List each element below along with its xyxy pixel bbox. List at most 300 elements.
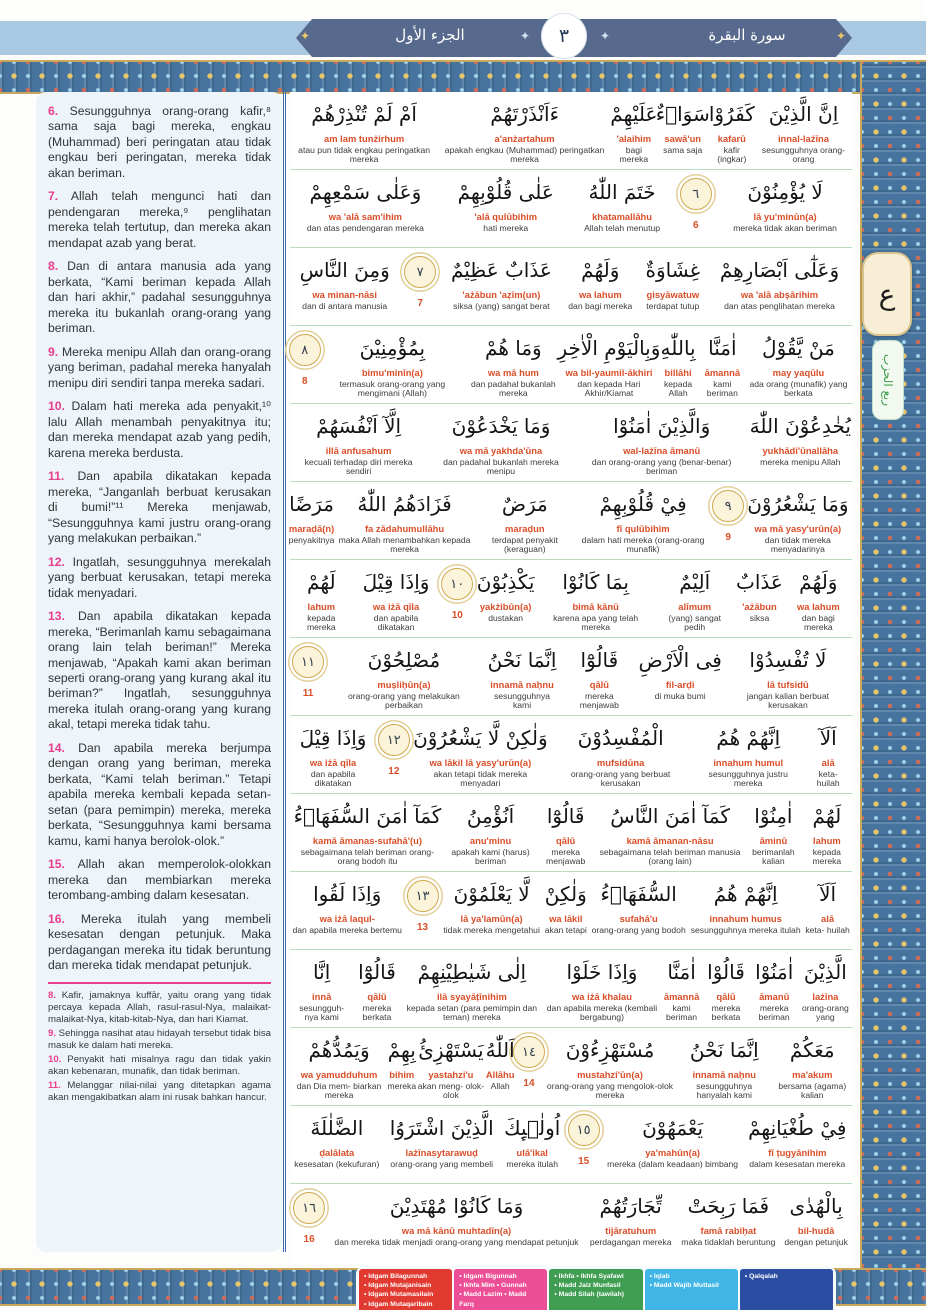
surah-label: سورة البقرة	[708, 26, 786, 44]
word-meaning: ada orang (munafik) yang berkata	[749, 378, 848, 399]
verse-number: 16.	[48, 911, 65, 926]
verse-marker-rosette-icon: ٩	[712, 490, 744, 522]
word-meaning: maka tidaklah beruntung	[681, 1236, 776, 1247]
transliteration: 'alaihim	[616, 133, 652, 144]
word-meaning: Allah telah menutup	[584, 222, 661, 233]
verse-end-marker	[399, 248, 440, 325]
word-cell	[734, 560, 784, 637]
transliteration: maraḍun	[505, 523, 545, 534]
arabic-word: بِهِمْ	[387, 1038, 416, 1062]
word-cell	[595, 794, 745, 871]
word-meaning: kepada setan (para pemimpin dan teman) mereka	[406, 1002, 538, 1023]
arabic-word: اِنَّهُمْ هُمُ	[716, 726, 781, 750]
word-cell	[290, 950, 353, 1027]
word-cell	[482, 638, 562, 715]
verse-number: 12.	[48, 554, 65, 569]
tajwid-legend-line: • Idgam Bilagunnah	[364, 1273, 428, 1280]
word-meaning: Allah	[490, 1080, 510, 1091]
transliteration: ilā syayāṭīnihim	[436, 991, 507, 1002]
arabic-word: الْمُفْسِدُوْنَ	[577, 726, 664, 750]
word-meaning: termasuk orang-orang yang mengimani (Allah)	[339, 378, 446, 399]
word-cell	[290, 716, 376, 793]
verse-marker-number: 11	[302, 688, 314, 699]
transliteration: khatamallāhu	[592, 211, 653, 222]
transliteration: āminū	[759, 835, 788, 846]
word-meaning: mereka berkata	[711, 1002, 741, 1023]
verse-marker-rosette-icon: ١١	[292, 646, 324, 678]
word-cell	[415, 1028, 486, 1105]
word-cell	[571, 170, 674, 247]
tajwid-legend-line: • Idgam Mutaqaribain	[364, 1300, 433, 1308]
transliteration: wa minan-nāsi	[312, 289, 377, 300]
transliteration: 'ażābun	[742, 601, 777, 612]
word-cell	[744, 482, 852, 559]
transliteration: a'anżartahum	[494, 133, 555, 144]
word-meaning: dan orang-orang yang (benar-benar) beriman	[591, 456, 732, 477]
word-cell	[486, 1028, 514, 1105]
transliteration: bihim	[389, 1069, 415, 1080]
word-grid-row	[290, 638, 852, 716]
verse-marker-number: 8	[302, 376, 308, 387]
verse-end-marker	[673, 170, 718, 247]
transliteration: famā rabiḥat	[700, 1225, 757, 1236]
word-meaning: mereka menjawab	[579, 690, 619, 711]
word-cell	[384, 1106, 500, 1183]
arabic-word: قَالُوْا	[707, 960, 745, 984]
transliteration: lā ya'lamūn(a)	[460, 913, 523, 924]
word-cell	[549, 716, 692, 793]
word-cell	[333, 482, 476, 559]
arabic-word: مَنْ يَّقُوْلُ	[762, 336, 835, 360]
word-cell	[290, 92, 438, 169]
transliteration: ma'akum	[792, 1069, 833, 1080]
word-cell	[700, 326, 745, 403]
arabic-word: يَعْمَهُوْنَ	[642, 1116, 704, 1140]
arabic-word: عَلٰى قُلُوْبِهِمْ	[457, 180, 554, 204]
arabic-word: وَلَهُمْ	[581, 258, 620, 282]
transliteration: wa lākil	[549, 913, 583, 924]
arabic-word: اِنَّ الَّذِيْنَ	[768, 102, 839, 126]
word-grid	[290, 92, 852, 1264]
verse-number: 11.	[48, 469, 65, 484]
arabic-word: فِيْ قُلُوْبِهِمْ	[599, 492, 687, 516]
transliteration: āmannā	[663, 991, 700, 1002]
transliteration: anu'minu	[469, 835, 512, 846]
word-meaning: mereka beriman	[758, 1002, 790, 1023]
tajwid-legend-line: • Madd Silah (tawilah)	[554, 1291, 625, 1299]
arabic-word: اَلَآ	[819, 882, 837, 906]
transliteration: innahum humus	[709, 913, 782, 924]
word-cell	[543, 950, 661, 1027]
word-meaning: mereka menipu Allah	[760, 456, 841, 467]
transliteration: lā tufsidū	[767, 679, 809, 690]
arabic-word: مُصْلِحُوْنَ	[367, 648, 441, 672]
word-meaning: sesungguhnya hanyalah kami	[696, 1080, 753, 1101]
arabic-word: اَللّٰهُ	[485, 1038, 515, 1062]
word-meaning: orang-orang yang berbuat kerusakan	[570, 768, 671, 789]
verse-marker-rosette-icon: ١٥	[568, 1114, 600, 1146]
word-meaning: tidak mereka mengetahui	[443, 924, 540, 935]
transliteration: fī qulūbihim	[616, 523, 670, 534]
transliteration: innal-lażīna	[777, 133, 829, 144]
arabic-word: فَمَا رَبِحَتْ	[687, 1194, 770, 1218]
word-cell	[692, 716, 804, 793]
word-cell	[603, 1106, 743, 1183]
word-meaning: sesungguhnya mereka itulah	[690, 924, 801, 935]
word-cell	[290, 482, 333, 559]
word-cell	[718, 170, 852, 247]
word-cell	[427, 404, 575, 481]
word-meaning: sebagaimana telah beriman manusia (orang lain)	[599, 846, 741, 867]
word-grid-row	[290, 872, 852, 950]
arabic-word: وَمَا هُمْ	[485, 336, 542, 360]
word-meaning: dan mereka tidak menjadi orang-orang yang mendapat petunjuk	[334, 1236, 579, 1247]
transliteration: Allāhu	[485, 1069, 515, 1080]
word-cell	[677, 1184, 781, 1262]
verse-marker-rosette-icon: ٨	[289, 334, 321, 366]
transliteration: sufahā'u	[619, 913, 658, 924]
verse-marker-number: 14	[523, 1078, 535, 1089]
arabic-word: لَّا يَعْلَمُوْنَ	[453, 882, 530, 906]
transliteration: kamā āmanan-nāsu	[626, 835, 714, 846]
transliteration: yukhādi'ūnallāha	[762, 445, 839, 456]
word-cell	[328, 1184, 585, 1262]
arabic-word: مَرَضٌ	[501, 492, 548, 516]
transliteration: yakżibūn(a)	[479, 601, 532, 612]
verse-marker-number: 13	[417, 922, 429, 933]
transliteration: bimā kānū	[572, 601, 619, 612]
transliteration: qālū	[589, 679, 609, 690]
arabic-word: الضَّلٰلَةَ	[310, 1116, 364, 1140]
word-meaning: orang-orang yang melakukan perbaikan	[348, 690, 460, 711]
word-meaning: orang-orang yang mengolok-olok mereka	[546, 1080, 674, 1101]
transliteration: may yaqūlu	[772, 367, 825, 378]
transliteration: tijāratuhum	[605, 1225, 657, 1236]
word-meaning: penyakitnya	[288, 534, 335, 545]
word-cell	[743, 1106, 852, 1183]
verse-paragraph: 14. Dan apabila mereka berjumpa dengan orang yang beriman, mereka berkata, “Kami telah beriman.” Tetapi apabila mereka kembali kepada setan-setan (para pemimpin) mereka, mereka berkata, “Sesungguhnya kami bersama kamu, kami hanya berolok-olok.”	[48, 740, 271, 848]
arabic-word: اُولٰۤىِٕكَ	[504, 1116, 561, 1140]
transliteration: sawā'un	[664, 133, 702, 144]
arabic-word: غِشَاوَةٌ	[645, 258, 701, 282]
transliteration: āmanū	[759, 991, 790, 1002]
word-meaning: dalam hati mereka (orang-orang munafik)	[581, 534, 705, 555]
word-meaning: mereka menjawab	[546, 846, 586, 867]
arabic-word: ءَاَنْذَرْتَهُمْ	[490, 102, 559, 126]
word-meaning: dan apabila dikatakan	[310, 768, 356, 789]
arabic-word: وَالَّذِيْنَ اٰمَنُوْا	[613, 414, 711, 438]
footnote-item: 9. Sehingga nasihat atau hidayah tersebut tidak bisa masuk ke dalam hati mereka.	[48, 1027, 271, 1051]
arabic-word: السُّفَهَاۤءُ	[600, 882, 677, 906]
arabic-word: الَّذِيْنَ	[803, 960, 847, 984]
transliteration: innamā naḥnu	[692, 1069, 757, 1080]
transliteration: mufsidūna	[596, 757, 645, 768]
word-meaning: orang-orang yang bodoh	[591, 924, 686, 935]
word-meaning: dan bagi mereka	[801, 612, 835, 633]
tajwid-legend-line: • Idgam Bigunnah	[459, 1273, 517, 1280]
arabic-word: وَبِالْيَوْمِ الْاٰخِرِ	[557, 336, 661, 360]
verse-number: 13.	[48, 609, 65, 624]
word-cell	[441, 872, 543, 949]
word-cell	[412, 716, 550, 793]
word-cell	[574, 482, 713, 559]
word-cell	[656, 326, 699, 403]
verse-number: 8.	[48, 259, 59, 274]
verse-paragraph: 11. Dan apabila dikatakan kepada mereka, “Janganlah berbuat kerusakan di bumi!”¹¹ Mereka menjawab, “Sesungguhnya kami justru orang-orang yang melakukan perbaikan.”	[48, 469, 271, 546]
arabic-word: وَلَهُمْ	[799, 570, 838, 594]
word-meaning: dan kepada Hari Akhir/Kiamat	[577, 378, 641, 399]
transliteration: alā	[821, 913, 835, 924]
word-cell	[475, 560, 536, 637]
arabic-word: وَلٰكِنْ	[544, 882, 587, 906]
word-meaning: atau pun tidak engkau peringatkan mereka	[298, 144, 431, 165]
transliteration: lażīnasytarawuḍ	[405, 1147, 478, 1158]
arabic-word: يَسْتَهْزِئُ	[418, 1038, 484, 1062]
word-meaning: dan apabila mereka (kembali bergabung)	[546, 1002, 658, 1023]
word-meaning: terdapat tutup	[646, 300, 700, 311]
verse-marker-rosette-icon: ٧	[404, 256, 436, 288]
transliteration: 'ażābun 'aẓīm(un)	[462, 289, 541, 300]
arabic-word: اِنَّهُمْ هُمُ	[713, 882, 778, 906]
transliteration: wa mā hum	[487, 367, 539, 378]
word-meaning: dalam kesesatan mereka	[749, 1158, 846, 1169]
word-meaning: kami beriman	[666, 1002, 698, 1023]
word-meaning: dan tidak mereka menyadarinya	[764, 534, 831, 555]
arabic-word: مُسْتَهْزِءُوْنَ	[565, 1038, 655, 1062]
word-meaning: kafir (ingkar)	[717, 144, 747, 165]
word-meaning: siksa	[749, 612, 770, 623]
arabic-word: اٰمَنَّا	[667, 960, 696, 984]
word-cell	[290, 794, 445, 871]
word-cell	[639, 248, 707, 325]
arabic-word: فِيْ طُغْيَانِهِمْ	[748, 1116, 847, 1140]
word-meaning: dan bagi mereka	[568, 300, 633, 311]
verse-end-marker	[290, 638, 326, 715]
footnote-item: 11. Melanggar nilai-nilai yang ditetapkan agama akan mengakibatkan alam ini rusak bahkan hancur.	[48, 1079, 271, 1103]
word-meaning: sesungguhnya justru mereka	[708, 768, 788, 789]
transliteration: fa zādahumullāhu	[364, 523, 445, 534]
arabic-word: كَمَآ اٰمَنَ النَّاسُ	[610, 804, 730, 828]
word-cell	[353, 950, 400, 1027]
verse-end-marker	[439, 560, 475, 637]
page-number: ٣	[541, 13, 587, 59]
word-cell	[799, 950, 852, 1027]
word-grid-row	[290, 560, 852, 638]
transliteration: lahum	[813, 835, 841, 846]
word-meaning: mereka berkata	[362, 1002, 392, 1023]
column-divider	[283, 92, 286, 1252]
word-cell	[290, 872, 404, 949]
transliteration: fī ṭugyānihim	[768, 1147, 827, 1158]
word-meaning: dan padahal bukanlah mereka menipu	[443, 456, 559, 477]
transliteration: kamā āmanas-sufahā'(u)	[312, 835, 422, 846]
arabic-word: بِالْهُدٰى	[789, 1194, 843, 1218]
word-cell	[575, 404, 749, 481]
arabic-word: لَا تُفْسِدُوْا	[749, 648, 827, 672]
transliteration: gisyāwatuw	[646, 289, 700, 300]
word-meaning: mereka	[387, 1080, 417, 1091]
transliteration: kafarū	[717, 133, 746, 144]
verse-paragraph: 10. Dalam hati mereka ada penyakit,¹⁰ lalu Allah menambah penyakitnya itu; dan mereka mendapat azab yang pedih, karena mereka berdusta.	[48, 399, 271, 460]
transliteration: billāhi	[664, 367, 692, 378]
word-meaning: terdapat penyakit (keraguan)	[491, 534, 558, 555]
transliteration: innā	[312, 991, 332, 1002]
tajwid-legend-item	[359, 1269, 452, 1310]
word-meaning: mereka tidak akan beriman	[733, 222, 837, 233]
arabic-word: وَمَا يَشْعُرُوْنَ	[747, 492, 849, 516]
transliteration: mustahzi'ūn(a)	[577, 1069, 643, 1080]
arabic-word: بِاللّٰهِ	[660, 336, 696, 360]
word-cell	[755, 92, 852, 169]
word-meaning: apakah engkau (Muhammad) peringatkan mereka	[444, 144, 605, 165]
footnote-item: 8. Kafir, jamaknya kuffār, yaitu orang yang tidak percaya kepada Allah, rasul-rasul-Nya, malaikat-malaikat-Nya, kitab-kitab-Nya, dan hari Kiamat.	[48, 989, 271, 1025]
verse-end-marker	[712, 482, 743, 559]
transliteration: innahum humul	[713, 757, 784, 768]
verse-end-marker	[290, 326, 320, 403]
ornament-star-icon: ✦	[520, 29, 531, 43]
arabic-word: اٰمَنَّا	[708, 336, 737, 360]
transliteration: maraḍā(n)	[288, 523, 335, 534]
word-cell	[745, 794, 802, 871]
transliteration: wa iżā qīla	[372, 601, 420, 612]
arabic-word: اَلَآ	[819, 726, 837, 750]
arabic-word: اِنَّا	[313, 960, 331, 984]
verse-marker-number: 16	[303, 1234, 315, 1245]
tajwid-legend-line: • Madd Jaiz Munfasil	[554, 1282, 621, 1290]
word-cell	[557, 326, 661, 403]
transliteration: bil-hudā	[797, 1225, 835, 1236]
arabic-word: مَعَكُمْ	[789, 1038, 835, 1062]
transliteration: muṣliḥūn(a)	[377, 679, 431, 690]
word-cell	[536, 560, 655, 637]
arabic-word: سَوَاۤءٌ	[655, 102, 710, 126]
arabic-word: بِمَا كَانُوْا	[562, 570, 629, 594]
transliteration: ulā'ikal	[516, 1147, 548, 1158]
transliteration: wa lahum	[796, 601, 840, 612]
verse-marker-number: 15	[578, 1156, 590, 1167]
transliteration: ḍalālata	[319, 1147, 355, 1158]
word-meaning: dustakan	[488, 612, 524, 623]
arabic-word: وَاِذَا خَلَوْا	[566, 960, 638, 984]
arabic-word: اَنُؤْمِنُ	[466, 804, 515, 828]
word-meaning: dan atas penglihatan mereka	[724, 300, 835, 311]
verse-marker-number: 12	[388, 766, 400, 777]
word-meaning: dan apabila dikatakan	[373, 612, 419, 633]
transliteration: qālū	[716, 991, 736, 1002]
verse-paragraph: 16. Mereka itulah yang membeli kesesatan dengan petunjuk. Maka perdagangan mereka itu tidak beruntung dan mereka tidak mendapat petunjuk.	[48, 911, 271, 973]
word-meaning: apakah kami (harus) beriman	[451, 846, 530, 867]
tajwid-legend	[356, 1266, 836, 1310]
word-cell	[441, 170, 571, 247]
transliteration: wal-lażīna āmanū	[623, 445, 701, 456]
word-meaning: akan meng- olok-olok	[417, 1080, 485, 1101]
footnote-number: 11.	[48, 1079, 61, 1091]
quarter-hizb-tab	[872, 340, 904, 420]
arabic-word: اِنَّمَا نَحْنُ	[487, 648, 557, 672]
verse-number: 7.	[48, 189, 59, 204]
tajwid-legend-item	[549, 1269, 642, 1310]
word-cell	[773, 1028, 852, 1105]
arabic-word: وَمَا يَخْدَعُوْنَ	[451, 414, 551, 438]
transliteration: wa bil-yaumil-ākhiri	[565, 367, 653, 378]
transliteration: wa mā kānū muhtadīn(a)	[401, 1225, 512, 1236]
word-meaning: bersama (agama) kalian	[778, 1080, 847, 1101]
word-cell	[785, 560, 852, 637]
ornament-border-top	[0, 60, 926, 94]
transliteration: lażīna	[812, 991, 839, 1002]
word-meaning: dan apabila mereka bertemu	[292, 924, 402, 935]
word-cell	[290, 404, 427, 481]
arabic-word: بِمُؤْمِنِيْنَ	[359, 336, 426, 360]
verse-marker-rosette-icon: ١٣	[407, 880, 439, 912]
tajwid-legend-line: • Idgam Mutamasilain	[364, 1291, 434, 1299]
word-meaning: kesesatan (kekufuran)	[294, 1158, 380, 1169]
word-cell	[326, 638, 482, 715]
verse-paragraph: 9. Mereka menipu Allah dan orang-orang yang beriman, padahal mereka hanyalah menipu diri sendiri tanpa mereka sadari.	[48, 344, 271, 390]
transliteration: wa 'alā abṣārihim	[740, 289, 819, 300]
arabic-word: وَعَلٰى سَمْعِهِمْ	[309, 180, 422, 204]
word-grid-row	[290, 248, 852, 326]
arabic-word: وَاِذَا قِيْلَ	[299, 726, 367, 750]
verse-marker-rosette-icon: ١٠	[441, 568, 473, 600]
verse-end-marker	[404, 872, 440, 949]
verse-number: 6.	[48, 104, 59, 118]
word-meaning: keta- huilah	[805, 924, 850, 935]
word-cell	[657, 92, 709, 169]
transliteration: wa iżā qīla	[309, 757, 357, 768]
transliteration: wa mā yakhda'ūna	[459, 445, 543, 456]
tajwid-legend-item	[454, 1269, 547, 1310]
word-grid-row	[290, 1106, 852, 1184]
arabic-word: مَرَضًا	[289, 492, 334, 516]
word-meaning: siksa (yang) sangat berat	[453, 300, 550, 311]
quarter-hizb-label: ربع الحزب	[881, 354, 895, 406]
word-cell	[465, 326, 561, 403]
word-cell	[750, 950, 799, 1027]
word-cell	[438, 92, 611, 169]
transliteration: ya'mahūn(a)	[645, 1147, 701, 1158]
arabic-word: قَالُوْٓا	[580, 648, 619, 672]
word-meaning: dan padahal bukanlah mereka	[471, 378, 556, 399]
word-cell	[500, 1106, 565, 1183]
transliteration: wa iżā khalau	[572, 991, 632, 1002]
word-meaning: sebagaimana telah beriman orang-orang bodoh itu	[300, 846, 435, 867]
verse-paragraph: 8. Dan di antara manusia ada yang berkata, “Kami beriman kepada Allah dan hari akhir,” padahal sesungguhnya mereka itu bukanlah orang-orang yang beriman.	[48, 259, 271, 336]
transliteration: 'alā qulūbihim	[474, 211, 538, 222]
arabic-word: كَمَآ اٰمَنَ السُّفَهَاۤءُ	[293, 804, 442, 828]
verse-marker-rosette-icon: ١٤	[513, 1036, 545, 1068]
arabic-word: اِلٰى شَيٰطِيْنِهِمْ	[417, 960, 527, 984]
word-meaning: maka Allah menambahkan kepada mereka	[338, 534, 471, 555]
transliteration: wa 'alā sam'ihim	[328, 211, 403, 222]
verse-marker-number: 6	[692, 220, 699, 231]
word-cell	[476, 482, 574, 559]
tajwid-legend-line: • Iqlab	[649, 1273, 670, 1280]
verse-list	[48, 104, 271, 974]
word-meaning: sesungguhnya orang-orang	[761, 144, 846, 165]
word-cell	[290, 560, 353, 637]
arabic-word: فِى الْاَرْضِ	[638, 648, 722, 672]
word-cell	[562, 248, 639, 325]
word-cell	[780, 1184, 852, 1262]
word-cell	[353, 560, 440, 637]
arabic-word: اٰمَنُوْا	[755, 960, 794, 984]
transliteration: alā	[821, 757, 835, 768]
word-cell	[542, 872, 589, 949]
arabic-word: يَكْذِبُوْنَ	[476, 570, 535, 594]
word-cell	[707, 248, 852, 325]
verse-end-marker	[565, 1106, 603, 1183]
